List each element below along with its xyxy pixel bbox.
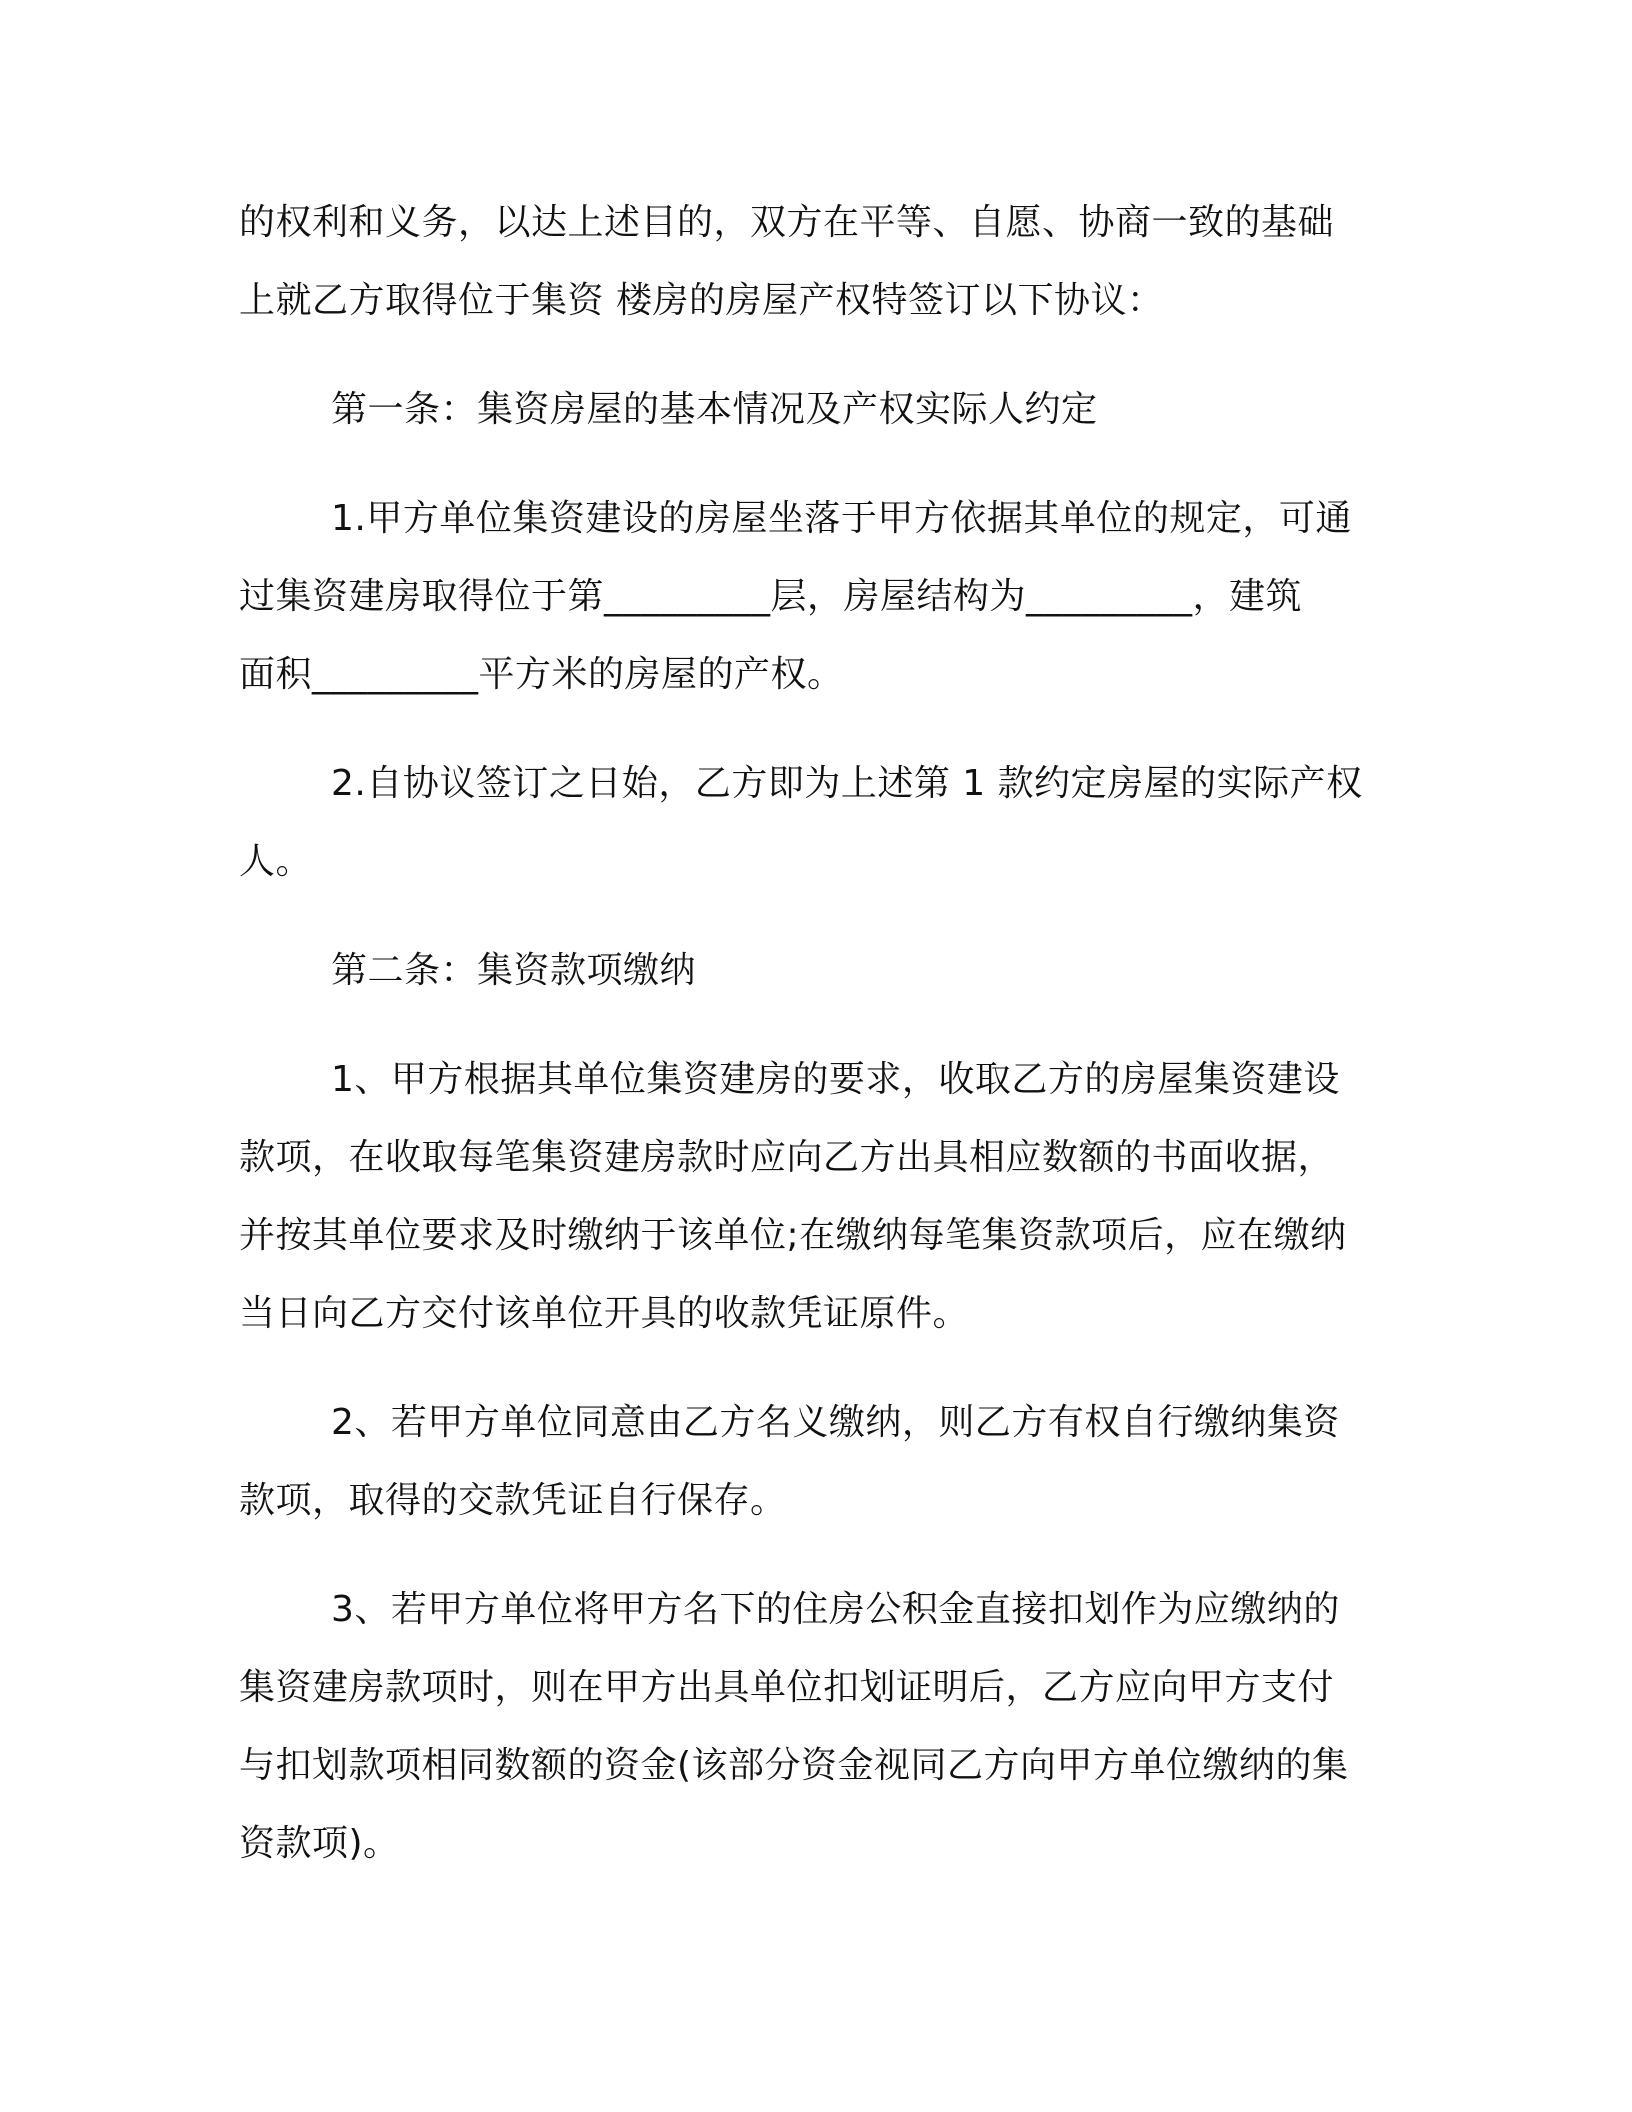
- text-line: 人。: [239, 841, 313, 882]
- text-line: 1.甲方单位集资建设的房屋坐落于甲方依据其单位的规定，可通: [331, 498, 1352, 539]
- text-line: 的权利和义务，以达上述目的，双方在平等、自愿、协商一致的基础: [239, 202, 1335, 243]
- text-line: 并按其单位要求及时缴纳于该单位;在缴纳每笔集资款项后，应在缴纳: [239, 1215, 1347, 1256]
- text-line: 资款项)。: [239, 1823, 400, 1864]
- article-2-clause-2: [239, 1384, 1379, 1540]
- article-2-clause-3: [239, 1571, 1379, 1883]
- text-line: 款项，取得的交款凭证自行保存。: [239, 1480, 787, 1521]
- text-line: 与扣划款项相同数额的资金(该部分资金视同乙方向甲方单位缴纳的集: [239, 1745, 1349, 1786]
- text-line: 3、若甲方单位将甲方名下的住房公积金直接扣划作为应缴纳的: [331, 1589, 1340, 1630]
- article-1-clause-2: [239, 745, 1379, 901]
- text-line: 款项，在收取每笔集资建房款时应向乙方出具相应数额的书面收据，: [239, 1137, 1335, 1178]
- article-2-clause-1: [239, 1041, 1379, 1353]
- text-line: 集资建房款项时，则在甲方出具单位扣划证明后，乙方应向甲方支付: [239, 1667, 1335, 1708]
- text-line: 上就乙方取得位于集资 楼房的房屋产权特签订以下协议：: [239, 280, 1164, 321]
- text-line: 面积_________平方米的房屋的产权。: [239, 654, 844, 695]
- article-1-heading: [239, 371, 1379, 449]
- text-line: 第一条：集资房屋的基本情况及产权实际人约定: [331, 389, 1098, 430]
- document-body: [239, 184, 1379, 1883]
- text-line: 第二条：集资款项缴纳: [331, 950, 697, 991]
- text-line: 2.自协议签订之日始，乙方即为上述第 1 款约定房屋的实际产权: [331, 763, 1363, 804]
- article-2-heading: [239, 932, 1379, 1010]
- text-line: 1、甲方根据其单位集资建房的要求，收取乙方的房屋集资建设: [331, 1059, 1340, 1100]
- text-line: 过集资建房取得位于第_________层，房屋结构为_________，建筑: [239, 576, 1303, 617]
- text-line: 当日向乙方交付该单位开具的收款凭证原件。: [239, 1293, 970, 1334]
- paragraph-intro: [239, 184, 1379, 340]
- text-line: 2、若甲方单位同意由乙方名义缴纳，则乙方有权自行缴纳集资: [331, 1402, 1340, 1443]
- article-1-clause-1: [239, 480, 1379, 714]
